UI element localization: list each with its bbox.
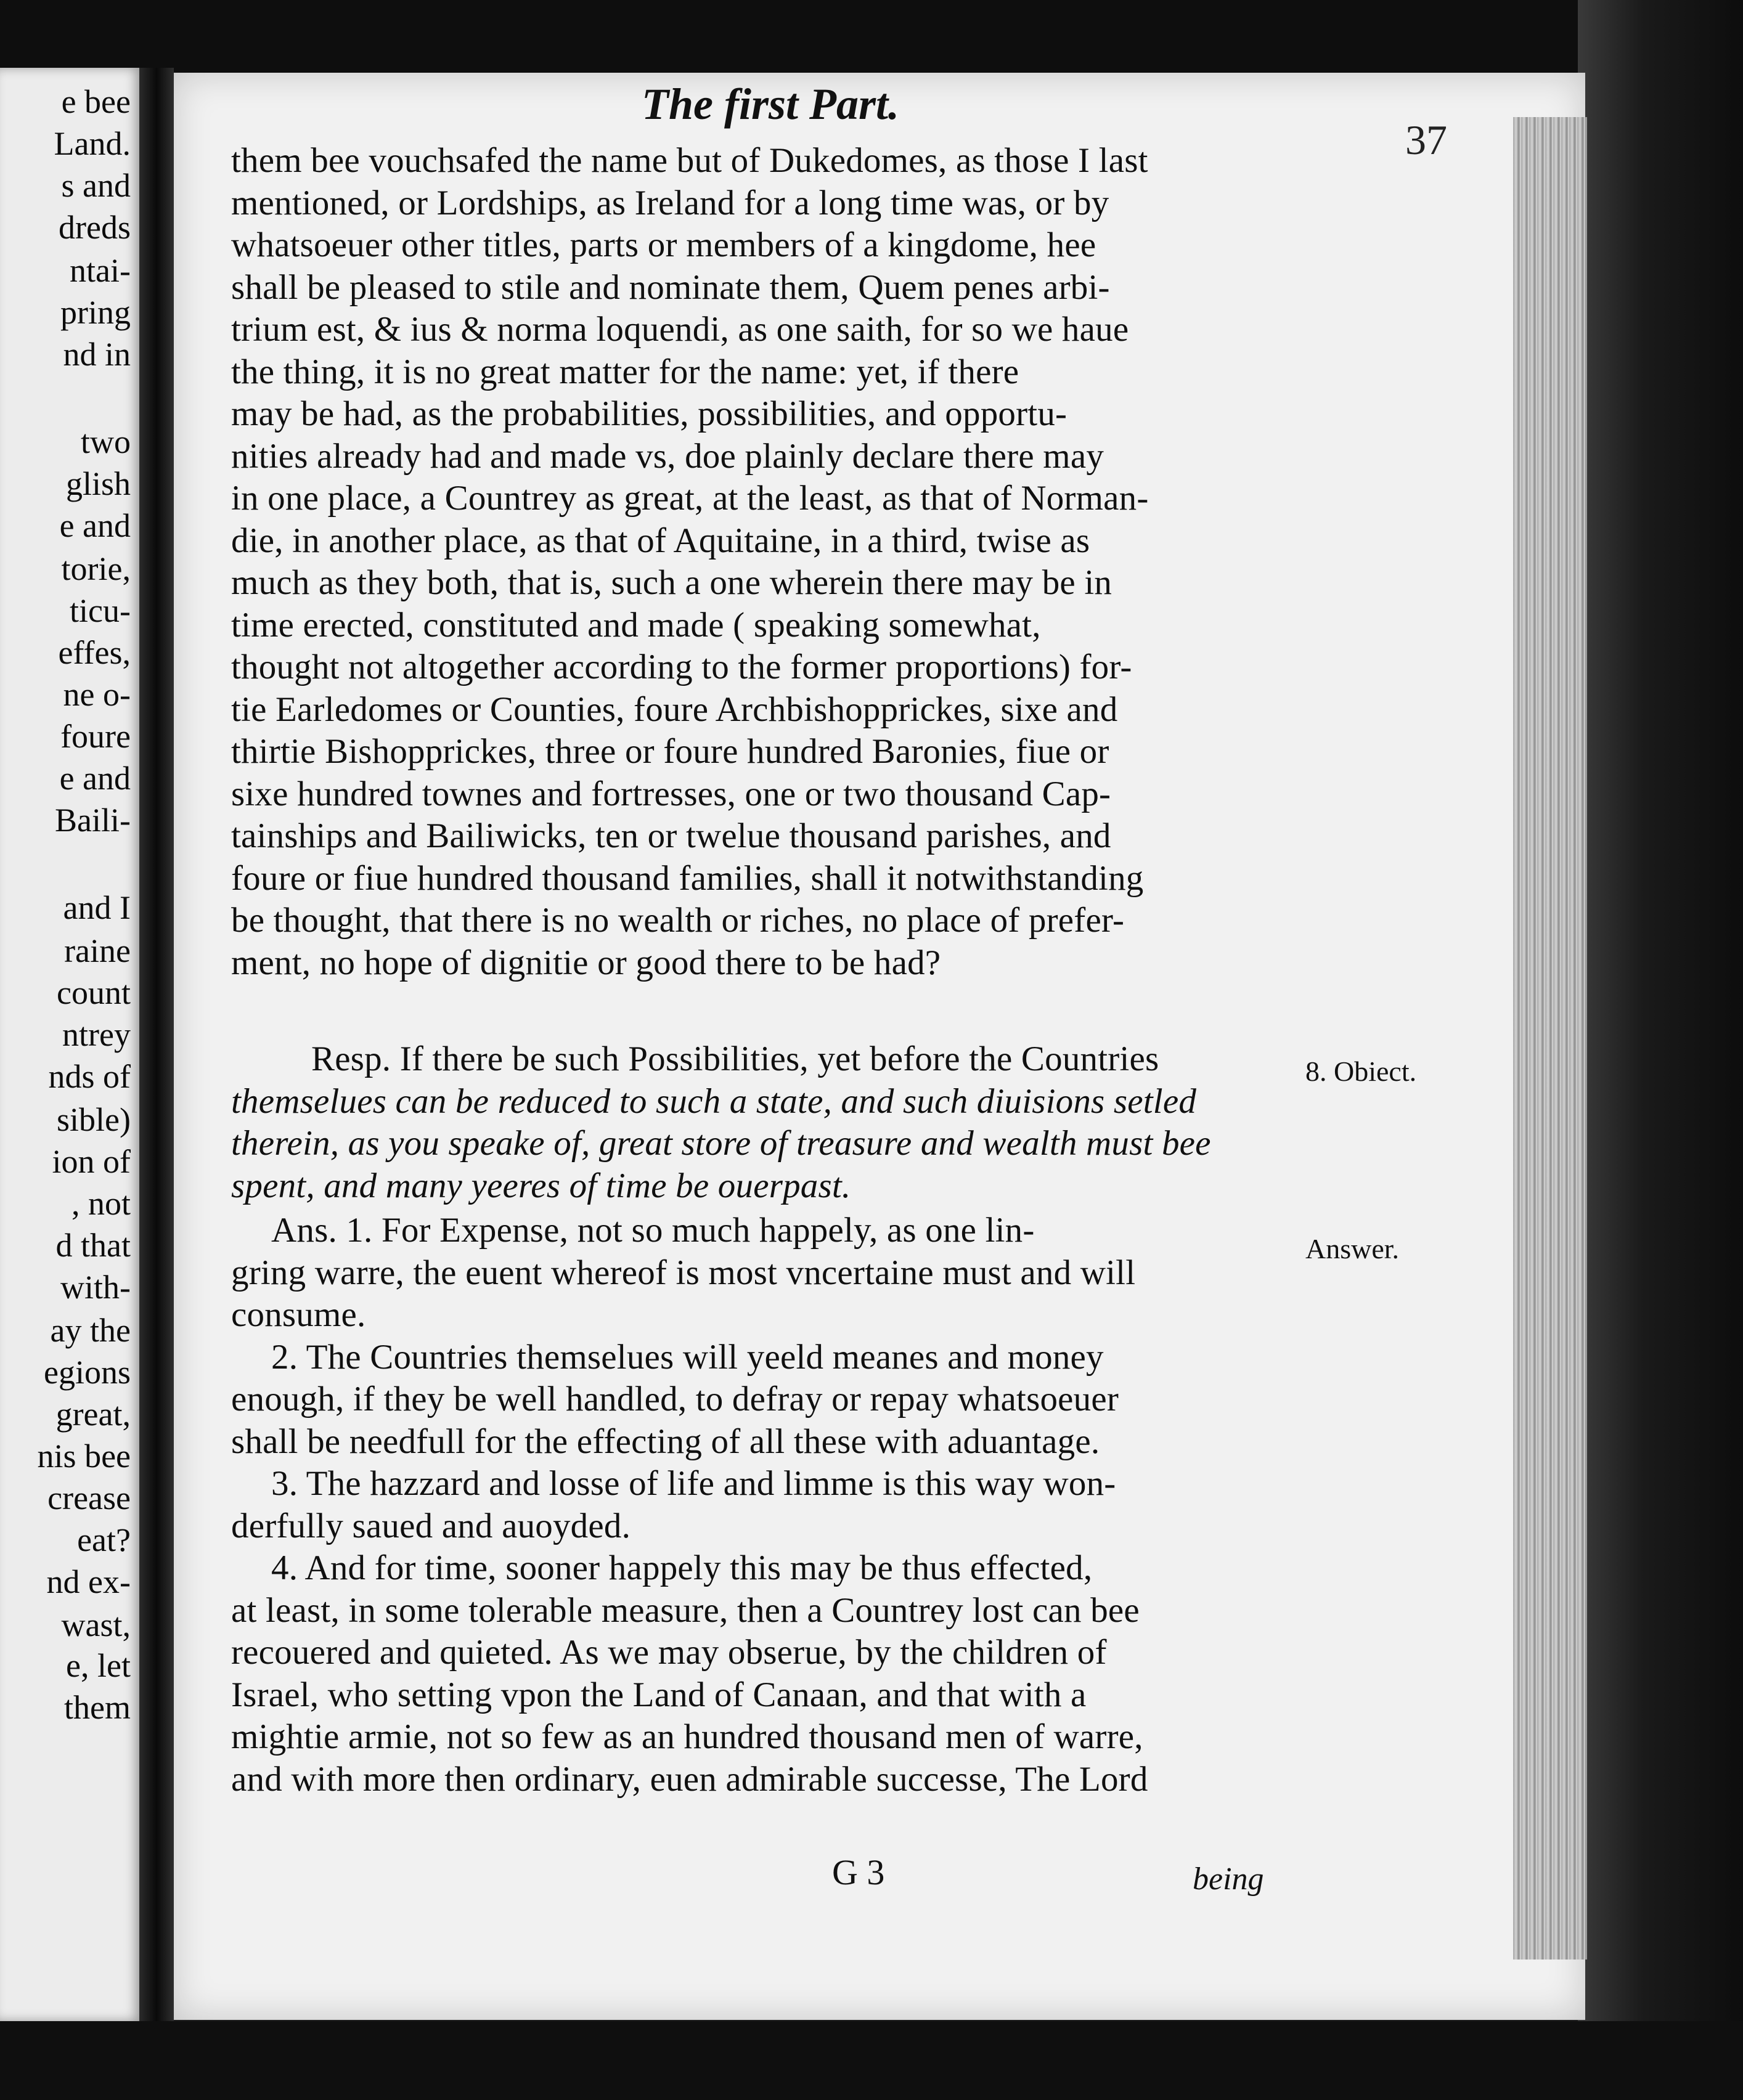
facing-page-line: Baili- [55, 802, 131, 839]
scanner-frame-top [0, 0, 1743, 80]
facing-page-line: raine [64, 932, 131, 969]
text-line: 2. The Countries themselues will yeeld meanes and money [271, 1338, 1104, 1377]
facing-page-line: and I [63, 889, 131, 926]
text-line: and with more then ordinary, euen admirable successe, The Lord [231, 1760, 1148, 1799]
text-line: shall be pleased to stile and nominate them, Quem penes arbi- [231, 268, 1110, 307]
facing-page-line: egions [44, 1354, 131, 1391]
text-line: them bee vouchsafed the name but of Dukedomes, as those I last [231, 141, 1148, 180]
facing-page-line: eat? [77, 1521, 131, 1558]
facing-page-line: dreds [59, 209, 131, 246]
text-line: shall be needfull for the effecting of all these with aduantage. [231, 1422, 1100, 1461]
text-line: ment, no hope of dignitie or good there to be had? [231, 943, 941, 982]
text-line: Resp. If there be such Possibilities, yet before the Countries [311, 1040, 1159, 1078]
text-line: be thought, that there is no wealth or riches, no place of prefer- [231, 901, 1125, 940]
facing-page-line: wast, [61, 1606, 131, 1643]
text-line: in one place, a Countrey as great, at the least, as that of Norman- [231, 479, 1149, 518]
facing-page-line: great, [55, 1396, 131, 1433]
text-line: themselues can be reduced to such a state, and such diuisions setled [231, 1082, 1197, 1121]
text-line: tainships and Bailiwicks, ten or twelue thousand parishes, and [231, 816, 1111, 855]
text-line: may be had, as the probabilities, possibilities, and opportu- [231, 394, 1067, 433]
text-line: consume. [231, 1295, 366, 1334]
text-line: die, in another place, as that of Aquitaine, in a third, twise as [231, 521, 1090, 560]
text-line: time erected, constituted and made ( speaking somewhat, [231, 606, 1041, 645]
facing-page-line: ne o- [63, 676, 131, 713]
text-line: much as they both, that is, such a one wherein there may be in [231, 563, 1112, 602]
signature-mark: G 3 [832, 1852, 885, 1892]
text-line: trium est, & ius & norma loquendi, as one saith, for so we haue [231, 310, 1129, 349]
scanner-frame-bottom [0, 2021, 1743, 2100]
text-line: Ans. 1. For Expense, not so much happely, as one lin- [271, 1211, 1035, 1250]
text-line: the thing, it is no great matter for the name: yet, if there [231, 352, 1019, 391]
text-line: recouered and quieted. As we may obserue, by the children of [231, 1633, 1107, 1672]
facing-page-line: with- [60, 1269, 131, 1306]
text-line: whatsoeuer other titles, parts or members of a kingdome, hee [231, 226, 1096, 264]
facing-page-line: Land. [54, 125, 131, 162]
facing-page-fragment [0, 68, 142, 2021]
facing-page-line: torie, [61, 550, 131, 587]
facing-page-line: e and [59, 760, 131, 797]
text-line: therein, as you speake of, great store of treasure and wealth must bee [231, 1124, 1211, 1163]
facing-page-line: pring [60, 294, 131, 331]
text-line: thought not altogether according to the former proportions) for- [231, 648, 1132, 686]
facing-page-line: crease [47, 1479, 131, 1516]
text-line: at least, in some tolerable measure, then a Countrey lost can bee [231, 1591, 1140, 1630]
text-line: enough, if they be well handled, to defray or repay whatsoeuer [231, 1380, 1119, 1418]
facing-page-line: d that [55, 1227, 131, 1264]
text-line: derfully saued and auoyded. [231, 1507, 631, 1545]
facing-page-line: nis bee [37, 1438, 131, 1475]
margin-note-objection: 8. Obiect. [1305, 1056, 1417, 1087]
text-line: foure or fiue hundred thousand families, shall it notwithstanding [231, 859, 1144, 898]
facing-page-line: nds of [48, 1058, 131, 1095]
facing-page-line: foure [60, 718, 131, 755]
facing-page-line: e and [59, 507, 131, 544]
facing-page-line: ticu- [70, 592, 131, 629]
facing-page-line: sible) [57, 1101, 131, 1138]
facing-page-line: them [64, 1689, 131, 1726]
running-head: The first Part. [641, 79, 899, 129]
scanner-frame-right [1578, 0, 1743, 2100]
facing-page-line: effes, [58, 634, 131, 671]
text-line: thirtie Bishopprickes, three or foure hundred Baronies, fiue or [231, 732, 1109, 771]
text-line: nities already had and made vs, doe plainly declare there may [231, 437, 1104, 476]
facing-page-line: s and [61, 167, 131, 204]
facing-page-line: ntai- [70, 252, 131, 289]
facing-page-line: nd ex- [46, 1563, 131, 1600]
text-line: tie Earledomes or Counties, foure Archbishopprickes, sixe and [231, 690, 1118, 729]
facing-page-line: , not [71, 1185, 131, 1222]
facing-page-line: ay the [50, 1312, 131, 1349]
text-line: sixe hundred townes and fortresses, one or two thousand Cap- [231, 775, 1111, 813]
facing-page-line: e bee [61, 83, 131, 120]
facing-page-line: count [57, 974, 131, 1011]
catchword: being [1193, 1862, 1264, 1897]
margin-note-answer: Answer. [1305, 1233, 1400, 1264]
text-line: gring warre, the euent whereof is most vncertaine must and will [231, 1253, 1136, 1292]
facing-page-line: glish [65, 465, 131, 502]
page-number: 37 [1405, 116, 1447, 163]
page-edges [1513, 117, 1587, 1960]
book-gutter [139, 68, 174, 2021]
facing-page-line: ion of [52, 1143, 131, 1180]
text-line: spent, and many yeeres of time be ouerpast. [231, 1166, 851, 1205]
text-line: mightie armie, not so few as an hundred thousand men of warre, [231, 1717, 1143, 1756]
text-line: mentioned, or Lordships, as Ireland for a long time was, or by [231, 184, 1109, 222]
facing-page-line: ntrey [62, 1016, 131, 1053]
text-line: Israel, who setting vpon the Land of Canaan, and that with a [231, 1675, 1087, 1714]
text-line: 4. And for time, sooner happely this may be thus effected, [271, 1549, 1093, 1587]
facing-page-line: nd in [63, 336, 131, 373]
facing-page-line: e, let [66, 1647, 131, 1684]
facing-page-line: two [81, 423, 131, 460]
text-line: 3. The hazzard and losse of life and limme is this way won- [271, 1464, 1116, 1503]
